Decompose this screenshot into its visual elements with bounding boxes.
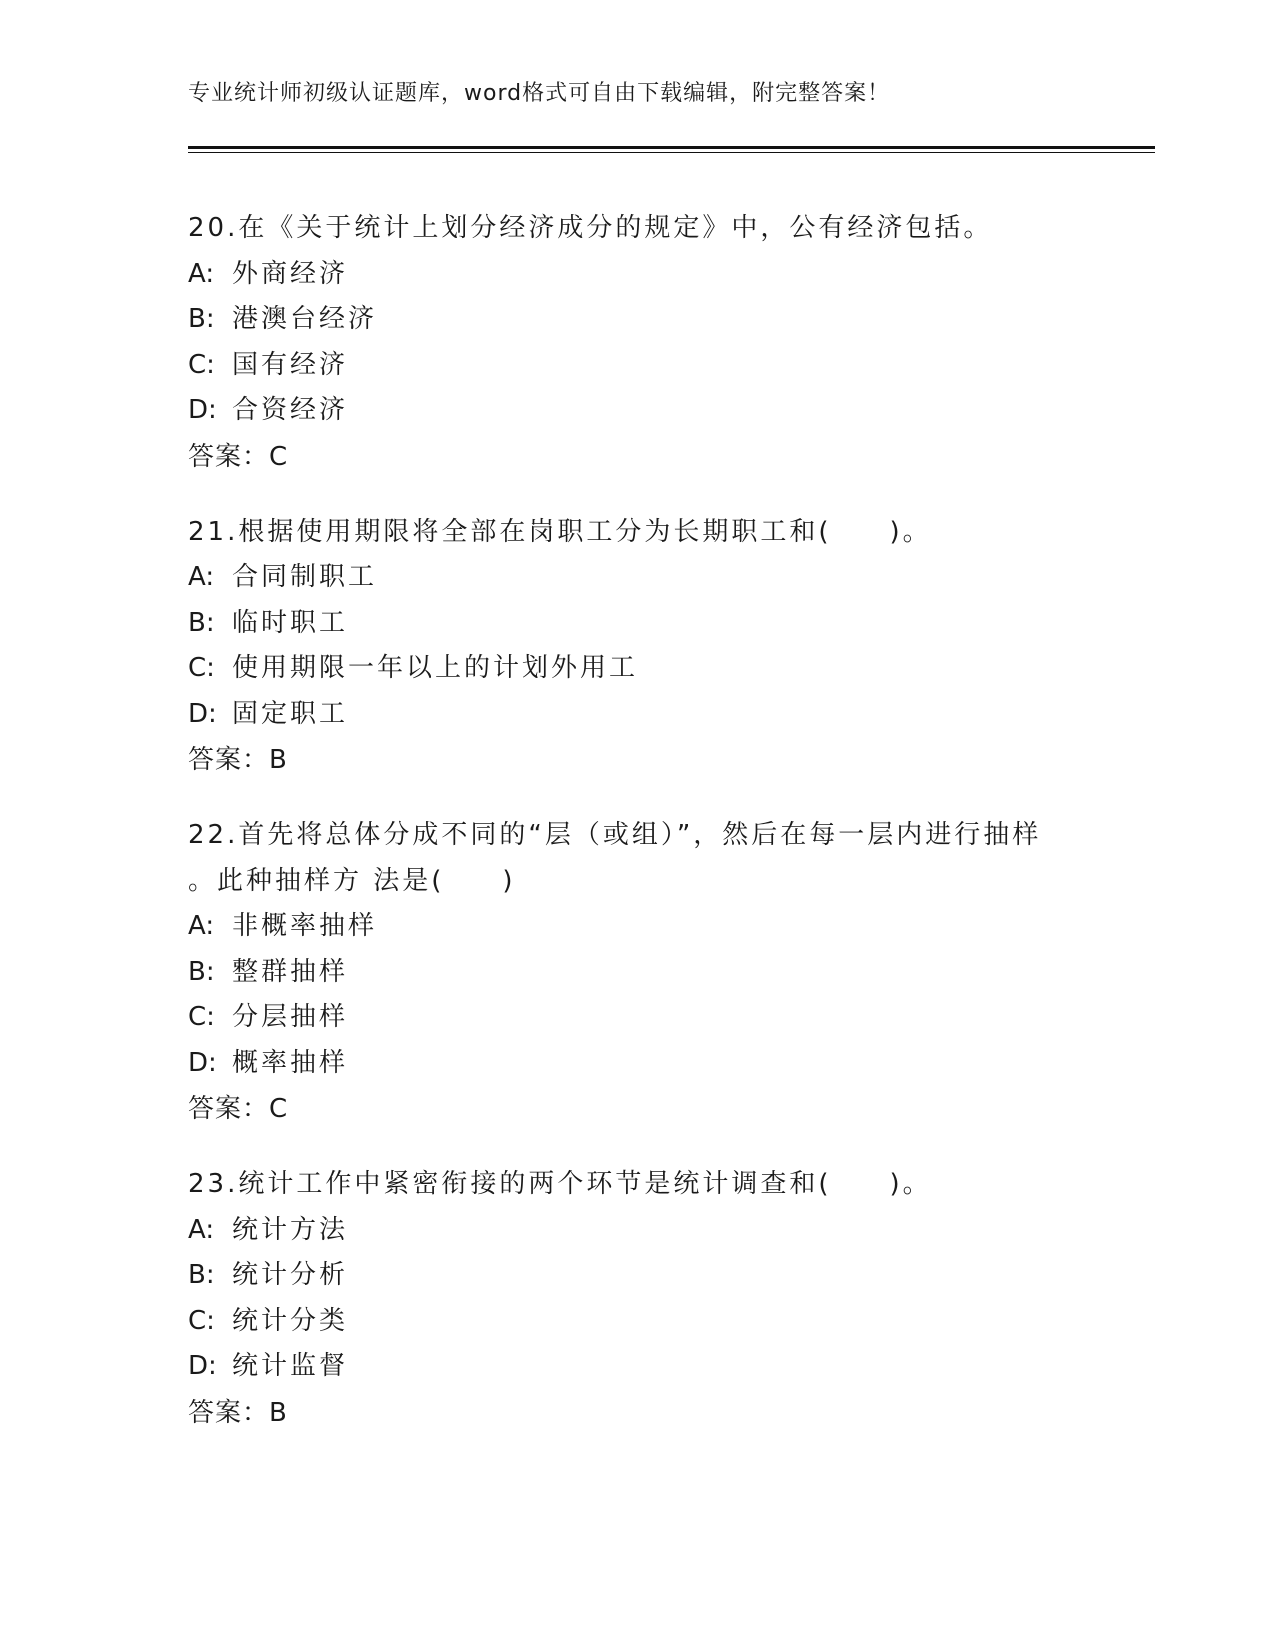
option-c (188, 995, 1088, 1041)
option-letter: C: (188, 349, 215, 380)
option-letter: B: (188, 607, 215, 638)
option-letter: D: (188, 1047, 217, 1078)
option-text: 合资经济 (232, 395, 349, 425)
answer-line: 答案：B (188, 745, 288, 775)
header-rule-thin (188, 152, 1155, 153)
option-b (188, 950, 1088, 996)
option-text: 港澳台经济 (232, 304, 378, 334)
option-text: 合同制职工 (232, 562, 378, 592)
option-text: 非概率抽样 (232, 911, 378, 941)
option-a (188, 1208, 1088, 1254)
header-rule-thick (188, 146, 1155, 149)
option-b (188, 601, 1088, 647)
option-text: 临时职工 (232, 607, 349, 638)
option-text: 外商经济 (232, 258, 349, 289)
option-letter: C: (188, 1305, 215, 1336)
option-c (188, 1299, 1088, 1345)
question-22 (188, 813, 1088, 1132)
option-letter: D: (188, 1351, 217, 1381)
option-letter: C: (188, 653, 215, 683)
option-letter: B: (188, 956, 215, 987)
option-letter: B: (188, 304, 215, 334)
answer-line: 答案：C (188, 1094, 289, 1124)
answer-line: 答案：B (188, 1397, 288, 1428)
option-letter: A: (188, 258, 215, 289)
question-stem: 22.首先将总体分成不同的“层（或组）”，然后在每一层内进行抽样 (188, 820, 1042, 850)
option-d (188, 692, 1088, 738)
option-c (188, 646, 1088, 692)
question-23 (188, 1162, 1088, 1436)
option-text: 整群抽样 (232, 956, 349, 987)
option-letter: A: (188, 562, 215, 592)
question-list (188, 206, 1088, 1466)
option-text: 固定职工 (232, 698, 349, 729)
option-text: 统计分析 (232, 1260, 349, 1290)
option-text: 统计方法 (232, 1214, 349, 1245)
question-stem: 20.在《关于统计上划分经济成分的规定》中，公有经济包括。 (188, 213, 993, 243)
question-stem-continued: 。此种抽样方 法是( ) (188, 865, 516, 896)
option-letter: C: (188, 1002, 215, 1032)
option-letter: B: (188, 1260, 215, 1290)
page-header: 专业统计师初级认证题库，word格式可自由下载编辑，附完整答案！ (188, 81, 891, 106)
option-text: 概率抽样 (232, 1047, 349, 1078)
option-d (188, 1344, 1088, 1390)
option-d (188, 1041, 1088, 1087)
option-text: 统计分类 (232, 1305, 349, 1336)
question-stem: 21.根据使用期限将全部在岗职工分为长期职工和( )。 (188, 516, 932, 547)
option-b (188, 1253, 1088, 1299)
option-letter: A: (188, 1214, 215, 1245)
option-d (188, 388, 1088, 434)
option-b (188, 297, 1088, 343)
option-c (188, 343, 1088, 389)
question-stem: 23.统计工作中紧密衔接的两个环节是统计调查和( )。 (188, 1169, 932, 1199)
question-20 (188, 206, 1088, 480)
option-letter: D: (188, 395, 217, 425)
option-text: 国有经济 (232, 349, 349, 380)
option-a (188, 904, 1088, 950)
option-letter: D: (188, 698, 217, 729)
answer-line: 答案：C (188, 441, 289, 472)
option-text: 统计监督 (232, 1351, 349, 1381)
option-letter: A: (188, 911, 215, 941)
option-text: 分层抽样 (232, 1002, 349, 1032)
option-a (188, 252, 1088, 298)
question-21 (188, 510, 1088, 784)
option-text: 使用期限一年以上的计划外用工 (232, 653, 639, 683)
option-a (188, 555, 1088, 601)
